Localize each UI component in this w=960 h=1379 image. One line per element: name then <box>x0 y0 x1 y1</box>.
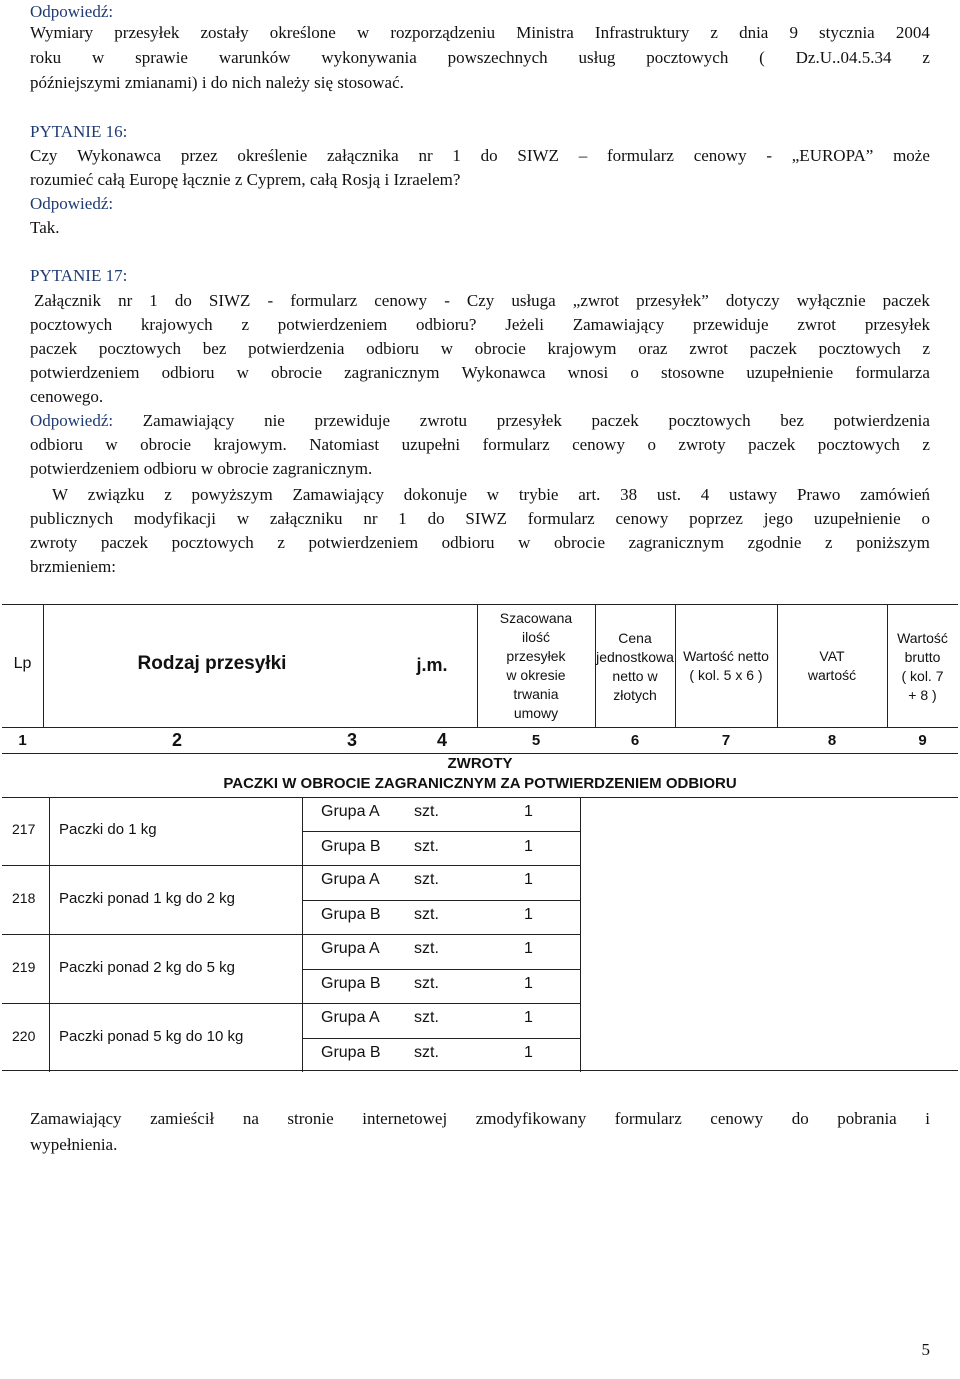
word: 1 <box>398 509 407 528</box>
word: w <box>356 23 370 42</box>
word: przesyłek <box>114 23 180 42</box>
word: pocztowych <box>817 435 900 454</box>
word: pocztowych <box>668 411 751 430</box>
word: zgodnie <box>747 533 802 552</box>
p1-line2 <box>30 46 930 70</box>
word: z <box>922 339 930 358</box>
word: przesyłek <box>864 315 930 334</box>
header-line: jednostkowa <box>596 649 674 665</box>
header-lp: Lp <box>13 655 32 672</box>
word: potwierdzenia <box>248 339 345 358</box>
row-group: Grupa B <box>321 905 381 923</box>
row-group: Grupa A <box>321 1009 380 1026</box>
p1-line1 <box>30 21 930 45</box>
header-line: netto w <box>612 668 658 684</box>
row-group: Grupa B <box>321 837 381 855</box>
hline-header <box>2 727 958 728</box>
word: modyfikacji <box>133 509 217 528</box>
word: nr <box>118 291 133 310</box>
row-jm: szt. <box>414 1009 439 1026</box>
row-name: Paczki ponad 5 kg do 10 kg <box>59 1027 244 1045</box>
row-lp: 217 <box>12 821 36 837</box>
q17-mod-line2 <box>30 507 930 531</box>
section-title-2: PACZKI W OBROCIE ZAGRANICZNYM ZA POTWIERDZENIEM ODBIORU <box>223 775 737 792</box>
q17-mod-line1 <box>52 483 930 507</box>
row-name: Paczki do 1 kg <box>59 821 157 838</box>
word: odbioru <box>161 363 215 382</box>
hline-sub-3 <box>302 969 580 970</box>
word: zagranicznym <box>628 533 724 552</box>
colnum-5: 5 <box>531 732 541 749</box>
hline-section <box>2 797 958 798</box>
word: warunków <box>218 48 291 67</box>
word: - <box>267 291 274 310</box>
word: 1 <box>452 146 461 165</box>
row-jm: szt. <box>414 974 439 992</box>
word: załączniku <box>269 509 343 528</box>
word: cenowy <box>572 435 625 454</box>
q17-answer-line2 <box>30 433 930 457</box>
q16-answer: Tak. <box>30 218 60 237</box>
word: rozporządzeniu <box>390 23 496 42</box>
closing-line2: wypełnienia. <box>30 1135 118 1154</box>
row-group: Grupa A <box>321 803 380 820</box>
word: odbioru <box>441 533 495 552</box>
word: przewiduje <box>693 315 769 334</box>
word: paczek <box>749 339 797 358</box>
word: z <box>922 435 930 454</box>
word: formularz <box>606 146 674 165</box>
q17-line4 <box>30 361 930 385</box>
word: do <box>791 1109 809 1128</box>
header-line: Cena <box>618 630 652 646</box>
colnum-9: 9 <box>918 732 927 749</box>
header-line: Wartość netto <box>683 648 769 664</box>
colnum-7: 7 <box>721 732 731 749</box>
word: dokonuje <box>403 485 468 504</box>
header-line: Szacowana <box>499 610 573 626</box>
word: poniższym <box>856 533 930 552</box>
word: uzupełnienie <box>813 509 901 528</box>
word: Załącznik <box>34 291 102 310</box>
header-wartosc-brutto <box>887 629 958 705</box>
word: zamieścił <box>150 1109 215 1128</box>
word: bez <box>202 339 227 358</box>
word: formularza <box>855 363 930 382</box>
hline-row-3 <box>2 1003 580 1004</box>
word: Prawo <box>796 485 841 504</box>
header-cena <box>595 629 675 705</box>
word: cenowy <box>710 1109 764 1128</box>
row-group: Grupa B <box>321 1043 381 1061</box>
colnum-2: 2 <box>171 730 182 750</box>
word: przesyłek” <box>636 291 709 310</box>
q17-line1 <box>34 289 930 313</box>
word: Zamawiający <box>292 485 385 504</box>
word: zwroty <box>30 533 78 552</box>
word: określone <box>269 23 336 42</box>
word: uzupełnienie <box>746 363 834 382</box>
word: pocztowych <box>646 48 729 67</box>
word: Czy <box>466 291 495 310</box>
word: ustawy <box>729 485 778 504</box>
word: cenowy <box>615 509 669 528</box>
row-qty: 1 <box>524 974 533 992</box>
word: potwierdzeniem <box>30 363 140 382</box>
word: do <box>427 509 445 528</box>
word: usług <box>578 48 616 67</box>
word: załącznika <box>327 146 399 165</box>
word: „EUROPA” <box>791 146 874 165</box>
word: w <box>236 509 250 528</box>
word: obrocie <box>554 533 606 552</box>
word: Zamawiający <box>30 1109 122 1128</box>
word: pobrania <box>837 1109 897 1128</box>
row-qty: 1 <box>524 940 533 957</box>
word: Wymiary <box>30 23 94 42</box>
word: ust. <box>656 485 682 504</box>
word: zostały <box>200 23 249 42</box>
word: na <box>242 1109 259 1128</box>
word: W <box>52 485 69 504</box>
word: potwierdzeniem <box>277 315 388 334</box>
word: potwierdzenia <box>833 411 930 430</box>
word: Natomiast <box>309 435 380 454</box>
word: powszechnych <box>447 48 548 67</box>
word: zamówień <box>860 485 930 504</box>
word: Dz.U..04.5.34 <box>795 48 892 67</box>
word: obrocie <box>474 339 526 358</box>
q17-line5: cenowego. <box>30 387 104 406</box>
word: ( <box>759 48 765 67</box>
row-name: Paczki ponad 2 kg do 5 kg <box>59 958 235 976</box>
colnum-6: 6 <box>630 732 640 749</box>
q17-heading: PYTANIE 17: <box>30 266 128 285</box>
word: oraz <box>638 339 668 358</box>
word: dotyczy <box>725 291 780 310</box>
q16-line2: rozumieć całą Europę łącznie z Cyprem, całą Rosją i Izraelem? <box>30 170 461 189</box>
word: poprzez <box>689 509 743 528</box>
header-line: VAT <box>819 648 845 664</box>
word: paczek <box>591 411 639 430</box>
hline-sub-1 <box>302 831 580 832</box>
word: do <box>174 291 192 310</box>
header-line: przesyłek <box>506 648 566 664</box>
word: formularz <box>527 509 595 528</box>
word: wykonywania <box>321 48 417 67</box>
word: nr <box>418 146 433 165</box>
word: przewiduje <box>314 411 391 430</box>
word: obrocie <box>271 363 322 382</box>
word: usługa <box>511 291 556 310</box>
header-wartosc-netto <box>675 647 777 685</box>
word: Zamawiający <box>572 315 665 334</box>
word: formularz <box>614 1109 682 1128</box>
word: formularz <box>290 291 358 310</box>
word: 1 <box>149 291 158 310</box>
hline-row-1 <box>2 865 580 866</box>
word: cenowy <box>374 291 428 310</box>
word: jego <box>763 509 794 528</box>
word: związku <box>87 485 145 504</box>
page-number: 5 <box>921 1340 930 1359</box>
word: obrocie <box>140 435 192 454</box>
word: pocztowych <box>30 315 113 334</box>
row-jm: szt. <box>414 940 439 957</box>
word: Czy <box>30 146 58 165</box>
word: 4 <box>700 485 710 504</box>
row-jm: szt. <box>414 905 439 923</box>
colnum-3: 3 <box>346 730 357 750</box>
q17-answer-line3: potwierdzeniem odbioru w obrocie zagranicznym. <box>30 459 373 478</box>
header-jm: j.m. <box>416 655 448 675</box>
word: SIWZ <box>517 146 559 165</box>
row-qty: 1 <box>524 871 533 888</box>
word: paczek <box>100 533 149 552</box>
word: wyłącznie <box>796 291 866 310</box>
row-lp: 219 <box>12 958 36 975</box>
word: SIWZ <box>465 509 507 528</box>
header-szacowana <box>477 609 595 723</box>
word: określenie <box>237 146 308 165</box>
q16-answer-label: Odpowiedź: <box>30 194 114 213</box>
word: cenowy <box>693 146 747 165</box>
word: z <box>164 485 172 504</box>
word: zwrotu <box>419 411 467 430</box>
word: Odpowiedź: <box>30 411 114 430</box>
word: z <box>277 533 285 552</box>
word: bez <box>780 411 804 430</box>
q17-line2 <box>30 313 930 337</box>
q16-heading: PYTANIE 16: <box>30 122 128 141</box>
q16-line1 <box>30 144 930 168</box>
word: uzupełni <box>401 435 461 454</box>
word: z <box>710 23 718 42</box>
header-line: trwania <box>513 686 559 702</box>
word: art. <box>578 485 601 504</box>
hline-row-2 <box>2 934 580 935</box>
header-line: wartość <box>807 667 857 683</box>
header-line: ( kol. 7 <box>901 668 944 684</box>
row-lp: 218 <box>12 889 36 906</box>
word: 38 <box>620 485 638 504</box>
row-jm: szt. <box>414 803 439 820</box>
word: publicznych <box>30 509 114 528</box>
row-group: Grupa A <box>321 871 380 888</box>
vline-body-3 <box>580 797 581 1072</box>
vline-1 <box>43 605 44 727</box>
word: w <box>105 435 118 454</box>
section-title-1: ZWROTY <box>447 755 513 772</box>
colnum-4: 4 <box>436 730 447 750</box>
word: paczek <box>30 339 78 358</box>
word: może <box>893 146 930 165</box>
row-qty: 1 <box>524 1043 533 1061</box>
word: przez <box>180 146 218 165</box>
word: paczek <box>748 435 796 454</box>
word: pocztowych <box>818 339 901 358</box>
word: Infrastruktury <box>594 23 690 42</box>
word: sprawie <box>135 48 188 67</box>
answer-label-1: Odpowiedź: <box>30 2 114 21</box>
word: pocztowych <box>98 339 182 358</box>
q17-answer-line1 <box>30 409 930 433</box>
word: krajowych <box>140 315 213 334</box>
word: z <box>825 533 833 552</box>
hline-sub-2 <box>302 900 580 901</box>
word: Wykonawca <box>461 363 546 382</box>
row-jm: szt. <box>414 837 439 855</box>
word: stycznia <box>819 23 875 42</box>
word: zwroty <box>678 435 726 454</box>
word: formularz <box>482 435 550 454</box>
row-qty: 1 <box>524 905 533 923</box>
header-line: umowy <box>513 705 559 721</box>
q17-line3 <box>30 337 930 361</box>
word: z <box>922 48 930 67</box>
word: krajowym <box>547 339 617 358</box>
word: Wykonawca <box>77 146 162 165</box>
word: Jeżeli <box>505 315 544 334</box>
word: w <box>486 485 500 504</box>
word: pocztowych <box>171 533 254 552</box>
word: trybie <box>518 485 559 504</box>
header-rodzaj: Rodzaj przesyłki <box>137 653 287 674</box>
word: nie <box>264 411 285 430</box>
word: krajowym. <box>213 435 287 454</box>
word: paczek <box>882 291 930 310</box>
word: stronie <box>287 1109 334 1128</box>
row-qty: 1 <box>524 803 533 820</box>
word: przesyłek <box>496 411 562 430</box>
word: stosowne <box>660 363 725 382</box>
word: 2004 <box>895 23 930 42</box>
word: internetowej <box>362 1109 448 1128</box>
row-qty: 1 <box>524 1009 533 1026</box>
word: SIWZ <box>208 291 251 310</box>
p1-line3: późniejszymi zmianami) i do nich należy się stosować. <box>30 73 404 92</box>
header-vat <box>777 647 887 685</box>
word: w <box>440 339 454 358</box>
word: Zamawiający <box>142 411 235 430</box>
word: wnosi <box>567 363 609 382</box>
word: zwrot <box>689 339 728 358</box>
word: o <box>921 509 930 528</box>
colnum-1: 1 <box>18 732 27 749</box>
word: - <box>766 146 773 165</box>
row-jm: szt. <box>414 871 439 888</box>
word: z <box>241 315 249 334</box>
word: roku <box>30 48 62 67</box>
word: odbioru <box>366 339 420 358</box>
word: potwierdzeniem <box>308 533 419 552</box>
header-line: ( kol. 5 x 6 ) <box>689 667 763 683</box>
header-line: Wartość <box>897 630 948 646</box>
row-qty: 1 <box>524 837 533 855</box>
word: Ministra <box>516 23 574 42</box>
row-group: Grupa B <box>321 974 381 992</box>
price-form-table <box>2 604 958 1071</box>
word: odbioru? <box>416 315 477 334</box>
header-line: złotych <box>613 687 657 703</box>
word: zagranicznym <box>344 363 440 382</box>
header-line: + 8 ) <box>908 687 937 703</box>
row-name: Paczki ponad 1 kg do 2 kg <box>59 889 235 907</box>
word: powyższym <box>191 485 273 504</box>
word: w <box>236 363 249 382</box>
word: zmodyfikowany <box>475 1109 587 1128</box>
word: dnia <box>739 23 769 42</box>
closing-line1 <box>30 1107 930 1131</box>
q17-mod-line3 <box>30 531 930 555</box>
word: o <box>630 363 639 382</box>
row-jm: szt. <box>414 1043 439 1061</box>
header-line: brutto <box>904 649 941 665</box>
header-line: ilość <box>521 629 550 645</box>
word: w <box>92 48 105 67</box>
word: - <box>444 291 450 310</box>
q17-mod-line4: brzmieniem: <box>30 557 116 576</box>
hline-sub-4 <box>302 1038 580 1039</box>
word: nr <box>363 509 378 528</box>
hline-colnums <box>2 753 958 754</box>
word: – <box>578 146 588 165</box>
row-lp: 220 <box>12 1027 36 1044</box>
colnum-8: 8 <box>827 732 837 749</box>
word: i <box>925 1109 930 1128</box>
word: zwrot <box>797 315 837 334</box>
word: „zwrot <box>572 291 620 310</box>
header-line: w okresie <box>506 667 566 683</box>
word: w <box>518 533 531 552</box>
word: do <box>480 146 498 165</box>
word: 9 <box>789 23 798 42</box>
word: o <box>647 435 656 454</box>
row-group: Grupa A <box>321 940 380 957</box>
word: odbioru <box>30 435 83 454</box>
